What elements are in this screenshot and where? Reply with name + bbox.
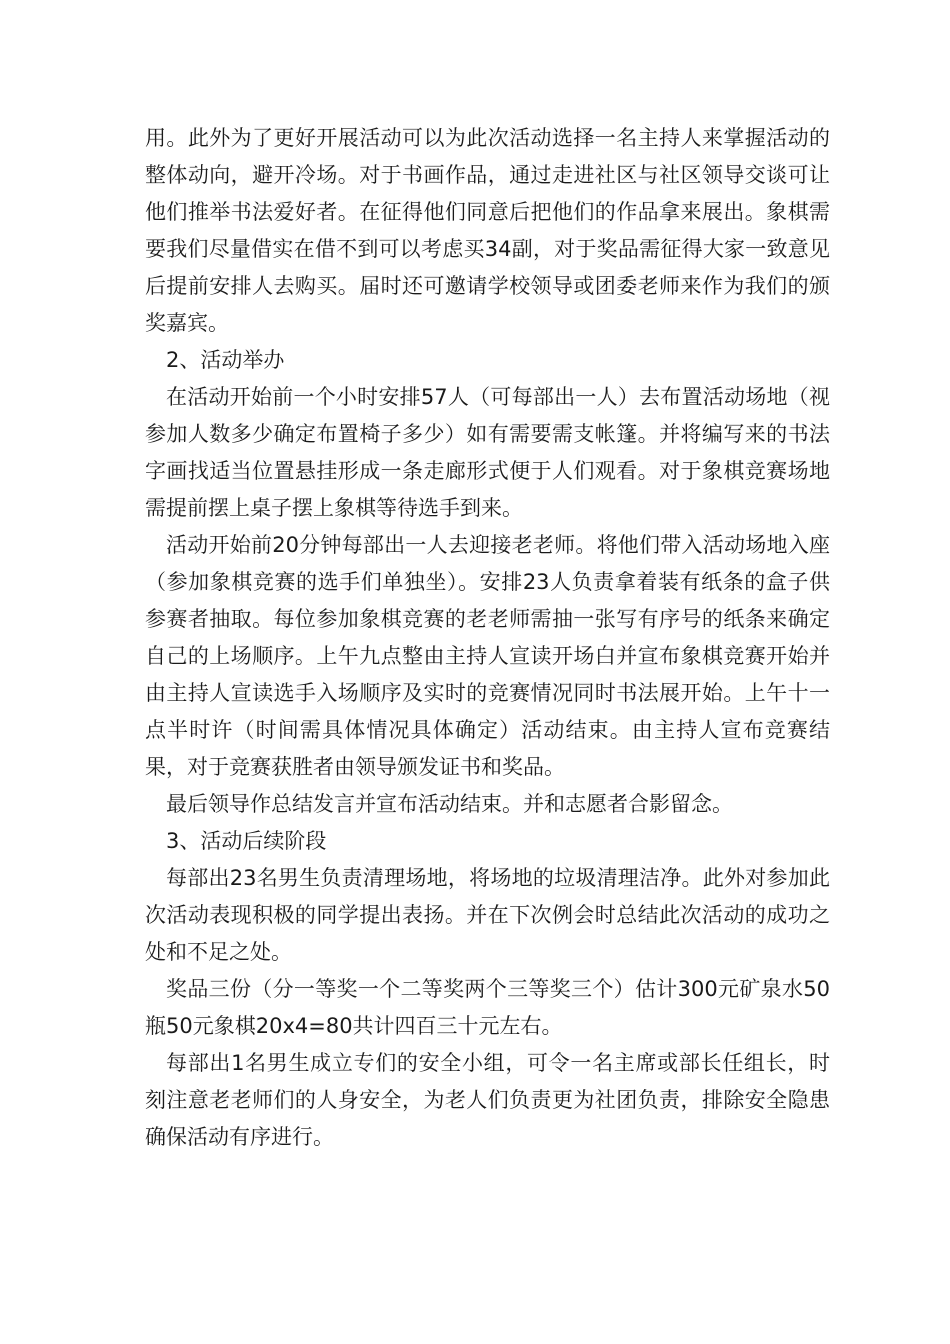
section-heading-event-hosting: 2、活动举办 [166,348,285,372]
document-body [145,120,830,1156]
paragraph-venue-setup: 在活动开始前一个小时安排57人（可每部出一人）去布置活动场地（视参加人数多少确定布置椅子多少）如有需要需支帐篷。并将编写来的书法字画找适当位置悬挂形成一条走廊形式便于人们观看。对于象棋竞赛场地需提前摆上桌子摆上象棋等待选手到来。 [145,385,830,520]
paragraph-cleanup: 每部出23名男生负责清理场地，将场地的垃圾清理洁净。此外对参加此次活动表现积极的同学提出表扬。并在下次例会时总结此次活动的成功之处和不足之处。 [145,866,830,964]
section-heading-follow-up: 3、活动后续阶段 [166,829,327,853]
paragraph-safety: 每部出1名男生成立专们的安全小组，可令一名主席或部长任组长，时刻注意老老师们的人身安全，为老人们负责更为社团负责，排除安全隐患确保活动有序进行。 [145,1051,830,1149]
paragraph-budget: 奖品三份（分一等奖一个二等奖两个三等奖三个）估计300元矿泉水50瓶50元象棋20x4=80共计四百三十元左右。 [145,977,830,1038]
paragraph-closing: 最后领导作总结发言并宣布活动结束。并和志愿者合影留念。 [166,792,733,816]
paragraph-event-flow: 活动开始前20分钟每部出一人去迎接老老师。将他们带入活动场地入座（参加象棋竞赛的选手们单独坐）。安排23人负责拿着装有纸条的盒子供参赛者抽取。每位参加象棋竞赛的老老师需抽一张写有序号的纸条来确定自己的上场顺序。上午九点整由主持人宣读开场白并宣布象棋竞赛开始并由主持人宣读选手入场顺序及实时的竞赛情况同时书法展开始。上午十一点半时许（时间需具体情况具体确定）活动结束。由主持人宣布竞赛结果，对于竞赛获胜者由领导颁发证书和奖品。 [145,533,830,779]
paragraph-continuation: 用。此外为了更好开展活动可以为此次活动选择一名主持人来掌握活动的整体动向，避开冷场。对于书画作品，通过走进社区与社区领导交谈可让他们推举书法爱好者。在征得他们同意后把他们的作品拿来展出。象棋需要我们尽量借实在借不到可以考虑买34副，对于奖品需征得大家一致意见后提前安排人去购买。届时还可邀请学校领导或团委老师来作为我们的颁奖嘉宾。 [145,126,830,335]
